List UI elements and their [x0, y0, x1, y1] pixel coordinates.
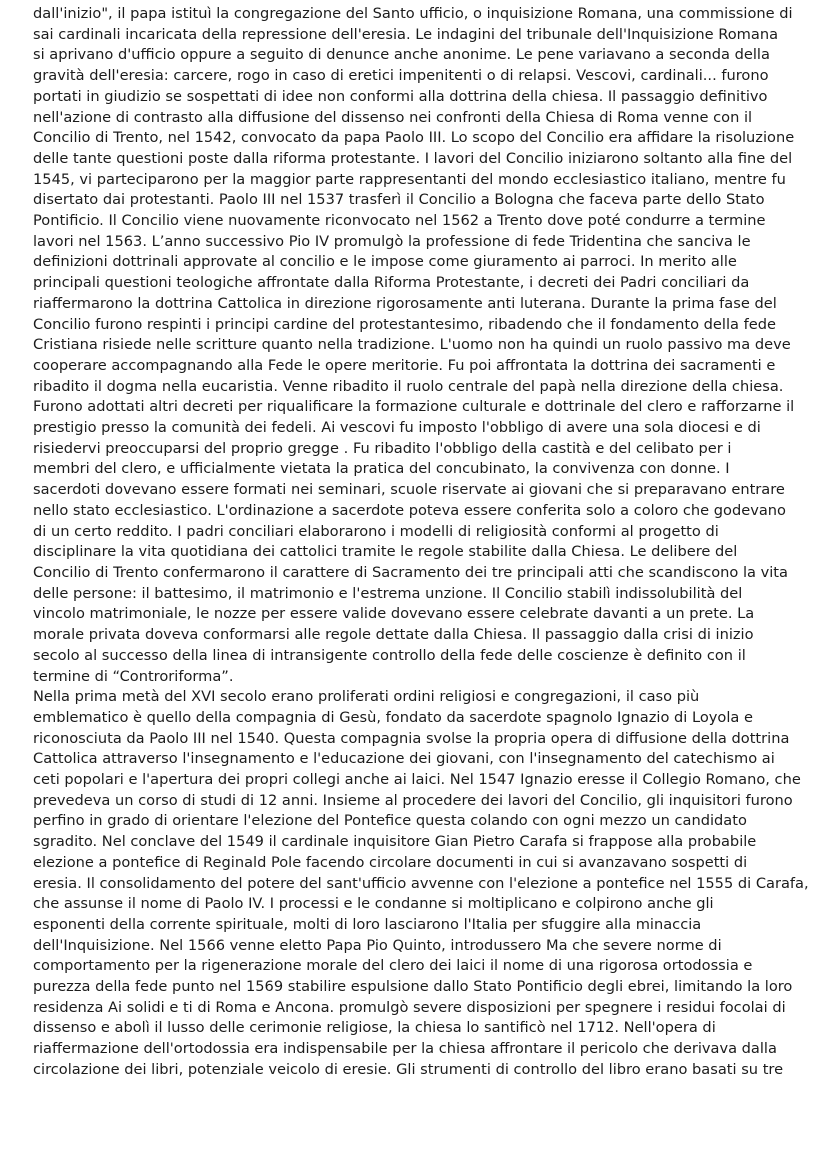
paragraph-council-of-trent — [33, 4, 813, 687]
paragraph-religious-orders — [33, 687, 813, 1080]
text-line: definizioni dottrinali approvate al concilio e le impose come giuramento ai parroci. In merito alle — [33, 253, 737, 271]
text-line: vincolo matrimoniale, le nozze per essere valide dovevano essere celebrate davanti a un prete. La — [33, 605, 755, 623]
text-line: Furono adottati altri decreti per riqualificare la formazione culturale e dottrinale del clero e rafforzarne il — [33, 398, 795, 416]
text-line: residenza Ai solidi e ti di Roma e Ancona. promulgò severe disposizioni per spegnere i residui focolai di — [33, 998, 786, 1016]
text-line: si aprivano d'ufficio oppure a seguito di denunce anche anonime. Le pene variavano a seconda della — [33, 46, 770, 64]
text-line: perfino in grado di orientare l'elezione del Pontefice questa colando con ogni mezzo un candidato — [33, 812, 747, 830]
text-line: Cristiana risiede nelle scritture quanto nella tradizione. L'uomo non ha quindi un ruolo passivo ma deve — [33, 336, 791, 354]
text-line: eresia. Il consolidamento del potere del sant'ufficio avvenne con l'elezione a pontefice nel 1555 di Carafa, — [33, 874, 809, 892]
text-line: secolo al successo della linea di intransigente controllo della fede delle coscienze è definito con il — [33, 646, 746, 664]
text-line: prestigio presso la comunità dei fedeli. Ai vescovi fu imposto l'obbligo di avere una sola diocesi e di — [33, 419, 761, 437]
text-line: riaffermarono la dottrina Cattolica in direzione rigorosamente anti luterana. Durante la prima fase del — [33, 294, 777, 312]
text-line: sacerdoti dovevano essere formati nei seminari, scuole riservate ai giovani che si preparavano entrare — [33, 481, 785, 499]
text-line: ribadito il dogma nella eucaristia. Venne ribadito il ruolo centrale del papà nella direzione della chiesa. — [33, 377, 784, 395]
text-line: lavori nel 1563. L’anno successivo Pio IV promulgò la professione di fede Tridentina che sanciva le — [33, 232, 751, 250]
document-page — [33, 4, 813, 1081]
text-line: ceti popolari e l'apertura dei propri collegi anche ai laici. Nel 1547 Ignazio eresse il Collegio Romano, che — [33, 771, 801, 789]
text-line: disertato dai protestanti. Paolo III nel 1537 trasferì il Concilio a Bologna che faceva parte dello Stato — [33, 191, 765, 209]
text-line: Concilio furono respinti i principi cardine del protestantesimo, ribadendo che il fondamento della fede — [33, 315, 776, 333]
text-line: disciplinare la vita quotidiana dei cattolici tramite le regole stabilite dalla Chiesa. Le delibere del — [33, 543, 738, 561]
text-line: dissenso e abolì il lusso delle cerimonie religiose, la chiesa lo santificò nel 1712. Nell'opera di — [33, 1019, 716, 1037]
text-line: prevedeva un corso di studi di 12 anni. Insieme al procedere dei lavori del Concilio, gli inquisitori furono — [33, 791, 793, 809]
text-line: dall'inizio", il papa istituì la congregazione del Santo ufficio, o inquisizione Romana, una commissione di — [33, 5, 793, 22]
text-line: esponenti della corrente spirituale, molti di loro lasciarono l'Italia per sfuggire alla minaccia — [33, 915, 702, 933]
text-line: riconosciuta da Paolo III nel 1540. Questa compagnia svolse la propria opera di diffusione della dottrina — [33, 729, 790, 747]
text-line: circolazione dei libri, potenziale veicolo di eresie. Gli strumenti di controllo del libro erano basati su tre — [33, 1060, 784, 1078]
text-line: membri del clero, e ufficialmente vietata la pratica del concubinato, la convivenza con donne. I — [33, 460, 730, 478]
text-line: che assunse il nome di Paolo IV. I processi e le condanne si moltiplicano e colpirono anche gli — [33, 895, 714, 913]
text-line: nello stato ecclesiastico. L'ordinazione a sacerdote poteva essere conferita solo a coloro che godevano — [33, 501, 786, 519]
text-line: emblematico è quello della compagnia di Gesù, fondato da sacerdote spagnolo Ignazio di Loyola e — [33, 708, 753, 726]
text-line: delle tante questioni poste dalla riforma protestante. I lavori del Concilio iniziarono soltanto alla fine del — [33, 149, 793, 167]
text-line: elezione a pontefice di Reginald Pole facendo circolare documenti in cui si avanzavano sospetti di — [33, 853, 748, 871]
text-line: Pontificio. Il Concilio viene nuovamente riconvocato nel 1562 a Trento dove poté condurre a termine — [33, 212, 766, 230]
text-line: cooperare accompagnando alla Fede le opere meritorie. Fu poi affrontata la dottrina dei sacramenti e — [33, 356, 776, 374]
text-line: sgradito. Nel conclave del 1549 il cardinale inquisitore Gian Pietro Carafa si frappose alla probabile — [33, 833, 757, 851]
text-line: morale privata doveva conformarsi alle regole dettate dalla Chiesa. Il passaggio dalla crisi di inizio — [33, 626, 754, 644]
text-line: Concilio di Trento, nel 1542, convocato da papa Paolo III. Lo scopo del Concilio era affidare la risoluzione — [33, 129, 795, 147]
text-line: dell'Inquisizione. Nel 1566 venne eletto Papa Pio Quinto, introdussero Ma che severe norme di — [33, 936, 722, 954]
text-line: risiedervi preoccuparsi del proprio gregge . Fu ribadito l'obbligo della castità e del celibato per i — [33, 439, 732, 457]
text-line: di un certo reddito. I padri conciliari elaborarono i modelli di religiosità conformi al progetto di — [33, 522, 719, 540]
text-line: principali questioni teologiche affrontate dalla Riforma Protestante, i decreti dei Padri conciliari da — [33, 274, 750, 292]
text-line: comportamento per la rigenerazione morale del clero dei laici il nome di una rigorosa ortodossia e — [33, 957, 753, 975]
text-line: delle persone: il battesimo, il matrimonio e l'estrema unzione. Il Concilio stabilì indissolubilità del — [33, 584, 743, 602]
text-line: sai cardinali incaricata della repressione dell'eresia. Le indagini del tribunale dell'Inquisizione Romana — [33, 25, 779, 43]
text-line: riaffermazione dell'ortodossia era indispensabile per la chiesa affrontare il pericolo che derivava dalla — [33, 1040, 777, 1058]
text-line: gravità dell'eresia: carcere, rogo in caso di eretici impenitenti o di relapsi. Vescovi, cardinali... furono — [33, 67, 769, 85]
text-line: 1545, vi parteciparono per la maggior parte rappresentanti del mondo ecclesiastico italiano, mentre fu — [33, 170, 786, 188]
text-line: Nella prima metà del XVI secolo erano proliferati ordini religiosi e congregazioni, il caso più — [33, 688, 700, 706]
text-line: Cattolica attraverso l'insegnamento e l'educazione dei giovani, con l'insegnamento del catechismo ai — [33, 750, 775, 768]
text-line: portati in giudizio se sospettati di idee non conformi alla dottrina della chiesa. Il passaggio definitivo — [33, 87, 768, 105]
text-line: Concilio di Trento confermarono il carattere di Sacramento dei tre principali atti che scandiscono la vita — [33, 563, 788, 581]
text-line: nell'azione di contrasto alla diffusione del dissenso nei confronti della Chiesa di Roma venne con il — [33, 108, 753, 126]
text-line: purezza della fede punto nel 1569 stabilire espulsione dallo Stato Pontificio degli ebrei, limitando la loro — [33, 978, 793, 996]
text-line: termine di “Controriforma”. — [33, 667, 234, 685]
